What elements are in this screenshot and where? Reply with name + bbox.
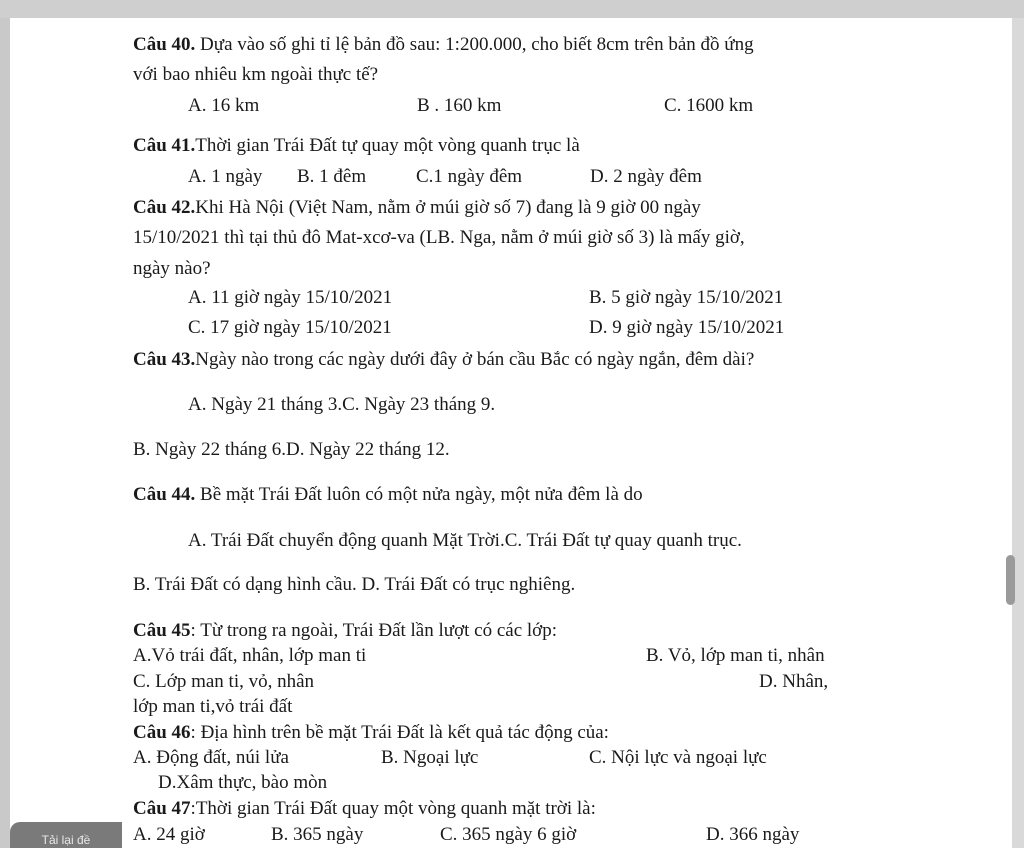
q42-number: Câu 42. xyxy=(133,197,196,218)
q46-option-a: A. Động đất, núi lửa xyxy=(133,747,289,768)
q42-option-c: C. 17 giờ ngày 15/10/2021 xyxy=(188,317,392,338)
page-edge xyxy=(1012,18,1024,848)
q46-option-c: C. Nội lực và ngoại lực xyxy=(589,747,767,768)
q45-line xyxy=(133,619,557,643)
q43-options-bd: B. Ngày 22 tháng 6.D. Ngày 22 tháng 12. xyxy=(133,439,450,460)
vertical-scrollbar-thumb[interactable] xyxy=(1006,555,1015,605)
q47-number: Câu 47 xyxy=(133,798,191,819)
q42-line3: ngày nào? xyxy=(133,258,211,279)
q44-text: Bề mặt Trái Đất luôn có một nửa ngày, một nửa đêm là do xyxy=(195,484,643,505)
q41-option-d: D. 2 ngày đêm xyxy=(590,166,702,187)
q45-number: Câu 45 xyxy=(133,620,191,641)
q40-option-c: C. 1600 km xyxy=(664,95,754,116)
q41-text: Thời gian Trái Đất tự quay một vòng quanh trục là xyxy=(195,135,580,156)
q45-option-c: C. Lớp man ti, vỏ, nhân xyxy=(133,671,315,692)
q40-number: Câu 40. xyxy=(133,34,196,55)
q41-option-a: A. 1 ngày xyxy=(188,166,263,187)
q47-option-d: D. 366 ngày xyxy=(706,824,800,845)
q40-option-a: A. 16 km xyxy=(188,95,260,116)
q44-line xyxy=(133,483,643,507)
q43-line xyxy=(133,348,754,372)
q43-number: Câu 43. xyxy=(133,349,196,370)
q43-text: Ngày nào trong các ngày dưới đây ở bán cầu Bắc có ngày ngắn, đêm dài? xyxy=(195,349,755,370)
q43-options-ac: A. Ngày 21 tháng 3.C. Ngày 23 tháng 9. xyxy=(188,394,496,415)
q45-option-d-cont: lớp man ti,vỏ trái đất xyxy=(133,696,293,717)
q46-line xyxy=(133,721,609,745)
reload-exam-button[interactable]: Tải lại đề xyxy=(10,822,122,848)
q42-text: Khi Hà Nội (Việt Nam, nằm ở múi giờ số 7) đang là 9 giờ 00 ngày xyxy=(195,197,701,218)
q41-option-b: B. 1 đêm xyxy=(297,166,367,187)
q42-option-b: B. 5 giờ ngày 15/10/2021 xyxy=(589,287,784,308)
q42-line2: 15/10/2021 thì tại thủ đô Mat-xcơ-va (LB. Nga, nằm ở múi giờ số 3) là mấy giờ, xyxy=(133,227,745,248)
q44-options-bd: B. Trái Đất có dạng hình cầu. D. Trái Đất có trục nghiêng. xyxy=(133,574,576,595)
q47-option-a: A. 24 giờ xyxy=(133,824,205,845)
q46-number: Câu 46 xyxy=(133,722,191,743)
q42-option-d: D. 9 giờ ngày 15/10/2021 xyxy=(589,317,785,338)
q47-option-c: C. 365 ngày 6 giờ xyxy=(440,824,577,845)
q45-option-a: A.Vỏ trái đất, nhân, lớp man ti xyxy=(133,645,367,666)
q46-text: : Địa hình trên bề mặt Trái Đất là kết quả tác động của: xyxy=(190,722,609,743)
top-edge xyxy=(0,0,1024,18)
q47-line xyxy=(133,797,596,821)
q41-number: Câu 41. xyxy=(133,135,196,156)
q45-option-b: B. Vỏ, lớp man ti, nhân xyxy=(646,645,825,666)
q41-option-c: C.1 ngày đêm xyxy=(416,166,523,187)
q40-option-b: B . 160 km xyxy=(417,95,502,116)
q42-line1 xyxy=(133,196,701,220)
q47-text: :Thời gian Trái Đất quay một vòng quanh mặt trời là: xyxy=(190,798,596,819)
q40-line2: với bao nhiêu km ngoài thực tế? xyxy=(133,64,379,85)
q47-option-b: B. 365 ngày xyxy=(271,824,364,845)
q40-line1 xyxy=(133,33,754,57)
q46-option-d: D.Xâm thực, bào mòn xyxy=(158,772,328,793)
q44-options-ac: A. Trái Đất chuyển động quanh Mặt Trời.C. Trái Đất tự quay quanh trục. xyxy=(188,530,742,551)
q41-line xyxy=(133,134,580,158)
q42-option-a: A. 11 giờ ngày 15/10/2021 xyxy=(188,287,393,308)
q40-text: Dựa vào số ghi tỉ lệ bản đồ sau: 1:200.000, cho biết 8cm trên bản đồ ứng xyxy=(195,34,754,55)
q44-number: Câu 44. xyxy=(133,484,196,505)
q45-text: : Từ trong ra ngoài, Trái Đất lần lượt có các lớp: xyxy=(190,620,557,641)
q45-option-d: D. Nhân, xyxy=(759,671,829,692)
q46-option-b: B. Ngoại lực xyxy=(381,747,479,768)
